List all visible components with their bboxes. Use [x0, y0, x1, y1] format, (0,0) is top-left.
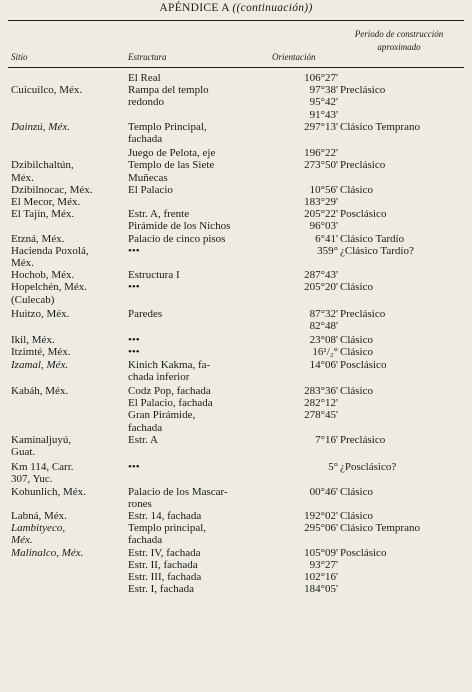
cell-site: Km 114, Carr. 307, Yuc.: [11, 461, 74, 486]
cell-structure: El Palacio: [128, 183, 173, 196]
cell-orientation: 273°50': [304, 159, 338, 172]
cell-orientation: 282°12': [304, 397, 338, 410]
cell-structure: Palacio de cinco pisos: [128, 232, 226, 245]
cell-structure: Paredes: [128, 307, 163, 320]
cell-structure: Rampa del templo redondo: [128, 84, 209, 109]
cell-site: Labná, Méx.: [11, 510, 67, 522]
cell-structure: Estructura I: [128, 269, 180, 282]
cell-structure: •••: [128, 281, 140, 294]
cell-site: Cuicuilco, Méx.: [11, 84, 83, 97]
cell-site: Lambityeco, Méx.: [11, 522, 66, 547]
cell-structure: Palacio de los Mascar- rones: [128, 485, 228, 510]
cell-structure: Estr. III, fachada: [128, 571, 202, 583]
cell-orientation: 23°08': [309, 334, 338, 347]
cell-orientation: 6°41': [315, 232, 338, 245]
cell-orientation: 205°22': [304, 208, 338, 221]
cell-structure: Estr. 14, fachada: [128, 510, 202, 522]
cell-site: El Mecor, Méx.: [11, 196, 81, 208]
cell-structure: El Palacio, fachada: [128, 397, 213, 410]
cell-structure: Kinich Kakma, fa- chada inferior: [128, 358, 211, 383]
cell-orientation: 287°43': [304, 269, 338, 282]
cell-structure: Estr. IV, fachada: [128, 546, 201, 559]
cell-orientation: 14°06': [309, 358, 338, 371]
cell-period: Preclásico: [340, 159, 386, 172]
cell-site: Dainzú, Méx.: [11, 120, 70, 133]
cell-period: Preclásico: [340, 84, 386, 97]
cell-orientation: 183°29': [304, 196, 338, 208]
cell-period: ¿Posclásico?: [340, 461, 397, 474]
cell-orientation: 87°32' 82°48': [309, 307, 338, 332]
cell-orientation: 97°38' 95°42' 91°43': [309, 84, 338, 121]
cell-period: Clásico: [340, 183, 373, 196]
cell-site: Kabáh, Méx.: [11, 385, 69, 397]
cell-structure: Estr. II, fachada: [128, 558, 198, 571]
cell-orientation: 196°22': [304, 147, 338, 160]
cell-period: Clásico Tardío: [340, 232, 405, 245]
cell-structure: Templo principal, fachada: [128, 522, 207, 547]
cell-structure: Estr. A, frente: [128, 208, 190, 221]
cell-period: Posclásico: [340, 208, 387, 221]
cell-site: Etzná, Méx.: [11, 232, 65, 245]
cell-period: Clásico: [340, 346, 373, 359]
cell-site: El Tajín, Méx.: [11, 208, 75, 221]
cell-period: Clásico Temprano: [340, 120, 420, 133]
cell-site: Dzibilnocac, Méx.: [11, 183, 93, 196]
cell-orientation: 359°: [317, 244, 338, 257]
cell-orientation: 295°06': [304, 522, 338, 535]
cell-orientation: 10°56': [309, 183, 338, 196]
cell-site: Hacienda Poxolá, Méx.: [11, 244, 89, 269]
cell-orientation: 205°20': [304, 281, 338, 294]
col-header-period: Periodo de construcción aproximado: [354, 29, 444, 52]
appendix-title: [0, 2, 472, 14]
cell-orientation: 102°16': [304, 571, 338, 583]
cell-site: Hopelchén, Méx. (Culecab): [11, 281, 88, 306]
cell-orientation: 7°16': [315, 433, 338, 446]
cell-site: Itzimté, Méx.: [11, 346, 71, 359]
col-header-structure: Estructura: [128, 52, 167, 62]
col-header-orientation: Orientación: [272, 52, 316, 62]
cell-structure: Estr. I, fachada: [128, 583, 194, 596]
cell-period: Clásico: [340, 385, 373, 397]
cell-orientation: 192°02': [304, 510, 338, 522]
cell-structure: Juego de Pelota, eje: [128, 147, 216, 160]
appendix-title-main: APÉNDICE A: [159, 2, 230, 14]
cell-structure: •••: [128, 346, 140, 359]
cell-orientation: 93°27': [309, 558, 338, 571]
cell-structure: Pirámide de los Nichos: [128, 220, 231, 233]
cell-site: Kohunlich, Méx.: [11, 485, 86, 498]
cell-orientation: 297°13': [304, 120, 338, 133]
cell-period: Clásico Temprano: [340, 522, 420, 535]
cell-period: Clásico: [340, 334, 373, 347]
cell-period: Preclásico: [340, 433, 386, 446]
cell-orientation: 106°27': [304, 72, 338, 84]
cell-site: Dzibilchaltún, Méx.: [11, 159, 74, 184]
cell-site: Izamal, Méx.: [11, 358, 69, 371]
cell-orientation: 278°45': [304, 409, 338, 422]
cell-site: Huitzo, Méx.: [11, 307, 70, 320]
cell-site: Kaminaljuyú, Guat.: [11, 433, 72, 458]
cell-structure: •••: [128, 461, 140, 474]
cell-structure: Estr. A: [128, 433, 158, 446]
cell-structure: •••: [128, 244, 140, 257]
cell-structure: El Real: [128, 72, 161, 84]
cell-orientation: 16¹/₂°: [312, 346, 338, 359]
cell-period: Posclásico: [340, 546, 387, 559]
header-rule: [8, 67, 464, 68]
cell-period: Clásico: [340, 485, 373, 498]
cell-period: Posclásico: [340, 358, 387, 371]
cell-structure: •••: [128, 334, 140, 347]
top-rule: [8, 20, 464, 21]
col-header-site: Sitio: [11, 52, 28, 62]
cell-orientation: 105°09': [304, 546, 338, 559]
cell-period: Clásico: [340, 281, 373, 294]
cell-orientation: 5°: [328, 461, 338, 474]
appendix-title-paren: ((continuación)): [232, 2, 313, 14]
cell-site: Ikil, Méx.: [11, 334, 55, 347]
cell-orientation: 283°36': [304, 385, 338, 397]
cell-period: Clásico: [340, 510, 373, 522]
cell-structure: Gran Pirámide, fachada: [128, 409, 196, 434]
cell-structure: Templo de las Siete Muñecas: [128, 159, 215, 184]
cell-structure: Codz Pop, fachada: [128, 385, 211, 397]
cell-period: ¿Clásico Tardío?: [340, 244, 414, 257]
cell-period: Preclásico: [340, 307, 386, 320]
cell-site: Hochob, Méx.: [11, 269, 75, 282]
cell-site: Malinalco, Méx.: [11, 546, 84, 559]
cell-orientation: 184°05': [304, 583, 338, 596]
cell-orientation: 00°46': [309, 485, 338, 498]
cell-orientation: 96°03': [309, 220, 338, 233]
cell-structure: Templo Principal, fachada: [128, 120, 207, 145]
